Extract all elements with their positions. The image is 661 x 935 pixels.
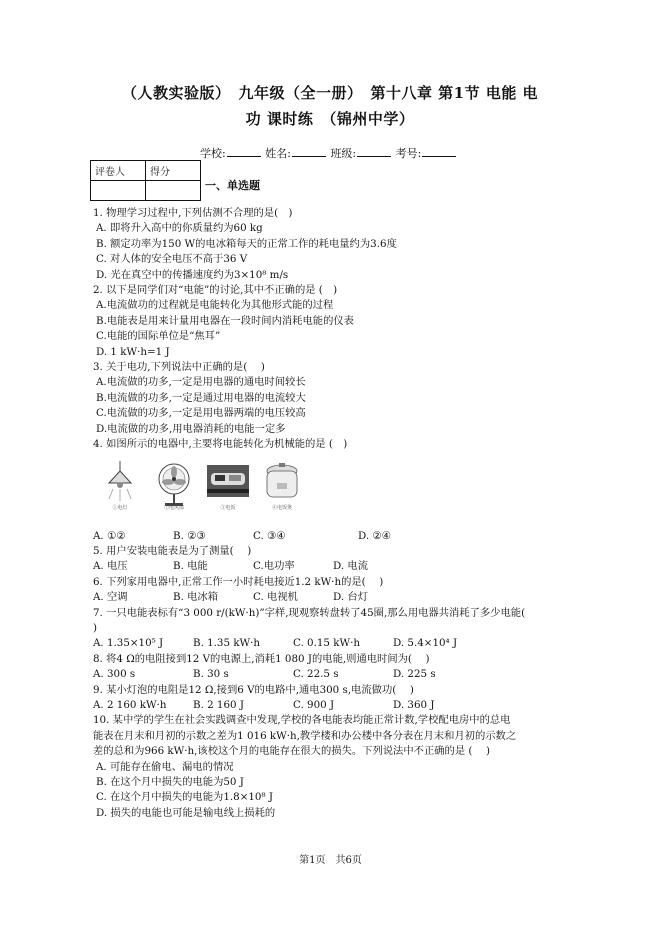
q3-option-c: C.电流做的功多,一定是用电器两端的电压较高 <box>96 407 306 420</box>
q9-option-a: A. 2 160 kW·h <box>93 698 167 711</box>
reviewer-header: 评卷人 <box>91 161 146 181</box>
appliance-caption: ③电饭 <box>220 505 236 512</box>
q9-option-b: B. 2 160 J <box>193 698 244 711</box>
question-8: 8. 将4 Ω的电阻接到12 V的电源上,消耗1 080 J的电能,则通电时间为( ) <box>93 652 430 665</box>
q3-option-b: B.电流做的功多,一定是通过用电器的电流较大 <box>96 391 306 404</box>
student-info-line <box>200 145 457 161</box>
question-10-line-3: 差的总和为966 kW·h,该校这个月的电能存在很大的损失。下列说法中不正确的是 ( ) <box>93 745 491 758</box>
section-title: 一、单选题 <box>205 179 260 192</box>
exam-number-label: 考号: <box>395 147 422 160</box>
score-cell <box>146 181 201 201</box>
q1-option-b: B. 额定功率为150 W的电冰箱每天的正常工作的耗电量约为3.6度 <box>96 237 397 250</box>
fan-figure <box>153 459 195 517</box>
class-blank[interactable] <box>357 146 391 157</box>
q1-option-d: D. 光在真空中的传播速度约为3×10⁸ m/s <box>96 268 289 281</box>
q7-option-a: A. 1.35×10⁵ J <box>93 637 164 650</box>
question-list <box>93 206 553 821</box>
q7-options <box>93 636 553 651</box>
q8-option-c: C. 22.5 s <box>293 668 339 681</box>
q1-option-c: C. 对人体的安全电压不高于36 V <box>96 253 248 266</box>
question-10: 10. 某中学的学生在社会实践调查中发现,学校的各电能表均能正常计数,学校配电房中的总电 <box>93 714 511 727</box>
name-blank[interactable] <box>292 146 326 157</box>
q8-option-a: A. 300 s <box>93 668 136 681</box>
q7-option-d: D. 5.4×10⁴ J <box>393 637 458 650</box>
q9-option-d: D. 360 J <box>393 698 435 711</box>
score-header: 得分 <box>146 161 201 181</box>
q10-option-d: D. 损失的电能也可能是输电线上损耗的 <box>96 806 276 819</box>
rice-cooker-caption: ④电饭煲 <box>271 505 292 512</box>
q9-options <box>93 698 553 713</box>
q6-option-d: D. 台灯 <box>333 591 369 604</box>
q8-option-b: B. 30 s <box>193 668 229 681</box>
q5-options <box>93 559 553 574</box>
q10-option-b: B. 在这个月中损失的电能为50 J <box>96 776 244 788</box>
fan-caption: ②电风扇 <box>163 505 184 512</box>
q4-option-d: D. ②④ <box>358 529 391 542</box>
school-label: 学校: <box>200 147 226 160</box>
q10-option-a: A. 可能存在偷电、漏电的情况 <box>96 760 234 773</box>
q5-option-d: D. 电流 <box>333 560 369 573</box>
q7-option-c: C. 0.15 kW·h <box>293 637 360 650</box>
reviewer-cell <box>91 181 146 201</box>
q9-option-c: C. 900 J <box>293 698 335 711</box>
q2-option-d: D. 1 kW·h=1 J <box>96 345 170 358</box>
q2-option-a: A.电流做功的过程就是电能转化为其他形式能的过程 <box>96 299 334 312</box>
name-label: 姓名: <box>265 147 291 160</box>
q4-option-b: B. ②③ <box>173 529 206 542</box>
question-5: 5. 用户安装电能表是为了测量( ) <box>93 544 252 557</box>
question-4: 4. 如图所示的电器中,主要将电能转化为机械能的是 ( ) <box>93 438 348 451</box>
question-3: 3. 关于电功,下列说法中正确的是( ) <box>93 361 265 374</box>
q5-option-c: C.电功率 <box>253 560 295 573</box>
q2-option-c: C.电能的国际单位是“焦耳” <box>96 330 221 343</box>
question-10-line-2: 能表在月末和月初的示数之差为1 016 kW·h,教学楼和办公楼中各分表在月末和月初的示数之 <box>93 729 517 742</box>
q3-option-a: A.电流做的功多,一定是用电器的通电时间较长 <box>96 376 306 389</box>
document-title <box>90 80 570 132</box>
q8-options <box>93 667 553 682</box>
q4-option-a: A. ①② <box>93 529 126 542</box>
q3-option-d: D.电流做的功多,用电器消耗的电能一定多 <box>96 422 286 435</box>
school-blank[interactable] <box>227 146 261 157</box>
q2-option-b: B.电能表是用来计量用电器在一段时间内消耗电能的仪表 <box>96 314 354 327</box>
class-label: 班级: <box>330 147 357 160</box>
q6-option-a: A. 空调 <box>93 591 128 604</box>
q10-option-c: C. 在这个月中损失的电能为1.8×10⁸ J <box>96 791 273 804</box>
lamp-caption: ①电灯 <box>112 505 128 512</box>
question-9: 9. 某小灯泡的电阻是12 Ω,接到6 V的电路中,通电300 s,电流做功( ) <box>93 683 414 696</box>
page-footer: 第1页 共6页 <box>299 855 362 866</box>
q7-option-b: B. 1.35 kW·h <box>193 637 261 650</box>
lamp-figure <box>99 459 141 517</box>
question-6: 6. 下列家用电器中,正常工作一小时耗电接近1.2 kW·h的是( ) <box>93 575 384 588</box>
q4-option-c: C. ③④ <box>253 529 286 542</box>
score-table <box>90 160 201 201</box>
q8-option-d: D. 225 s <box>393 668 436 681</box>
q1-option-a: A. 即将升入高中的你质量约为60 kg <box>96 222 263 235</box>
exam-number-blank[interactable] <box>422 146 456 157</box>
q6-option-b: B. 电冰箱 <box>173 591 219 604</box>
q4-options <box>93 529 553 544</box>
rice-cooker-figure <box>261 459 303 517</box>
question-2: 2. 以下是同学们对“电能”的讨论,其中不正确的是 ( ) <box>93 284 338 297</box>
appliance-figure <box>207 459 249 517</box>
q6-option-c: C. 电视机 <box>253 591 298 604</box>
question-7: 7. 一只电能表标有“3 000 r/(kW·h)”字样,现观察转盘转了45圈,那么用电器共消耗了多少电能( <box>93 606 526 619</box>
title-line-2: 功 课时练 （锦州中学） <box>245 110 415 128</box>
q5-option-b: B. 电能 <box>173 560 208 573</box>
q6-options <box>93 590 553 605</box>
q5-option-a: A. 电压 <box>93 560 128 573</box>
q4-figure <box>93 453 553 529</box>
title-line-1: （人教实验版） 九年级（全一册） 第十八章 第1节 电能 电 <box>121 84 539 102</box>
question-1: 1. 物理学习过程中,下列估测不合理的是( ) <box>93 207 293 219</box>
question-7-cont: ) <box>93 621 98 634</box>
